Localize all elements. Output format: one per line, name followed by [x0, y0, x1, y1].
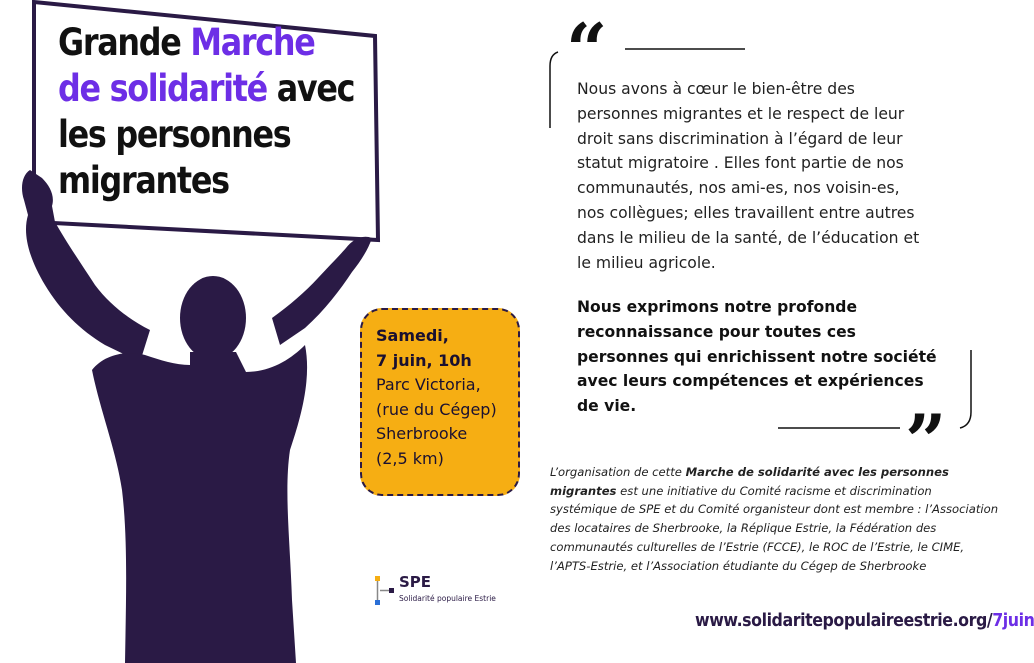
quote-line: droit sans discrimination à l’égard de leur: [577, 129, 903, 148]
quote-bold-line: de vie.: [577, 397, 637, 416]
event-info-box: [360, 308, 520, 496]
close-quote-icon: ”: [905, 398, 947, 483]
logo-subtitle: Solidarité populaire Estrie: [399, 594, 496, 603]
torso: [92, 345, 307, 663]
org-text-bold: Marche de solidarité avec les personnes migrantes: [550, 465, 949, 498]
quote-bold-line: Nous exprimons notre profonde: [577, 298, 858, 316]
title-line1-a: Grande: [58, 21, 191, 64]
event-day: Samedi,: [376, 326, 449, 345]
event-place: Parc Victoria,: [376, 375, 481, 394]
quote-body: [577, 77, 957, 275]
open-quote-icon: “: [566, 7, 608, 92]
title-line1-highlight: Marche: [190, 21, 315, 64]
quote-line: Nous avons à cœur le bien-être des: [577, 80, 855, 98]
quote-line: dans le milieu de la santé, de l’éducation et: [577, 228, 920, 247]
quote-bold-statement: [577, 295, 962, 419]
spe-logo-icon: [372, 574, 398, 608]
url-highlight: 7juin: [992, 610, 1034, 631]
quote-line: communautés, nos ami-es, nos voisin-es,: [577, 179, 900, 198]
quote-line: statut migratoire . Elles font partie de nos: [577, 154, 904, 173]
event-distance: (2,5 km): [376, 448, 444, 468]
quote-bold-line: reconnaissance pour toutes ces: [577, 322, 856, 341]
event-street: (rue du Cégep): [376, 399, 497, 419]
logo-name: SPE: [399, 573, 432, 591]
quote-line: le milieu agricole.: [577, 253, 716, 272]
event-date: 7 juin, 10h: [376, 350, 472, 370]
title-line4: migrantes: [58, 159, 229, 202]
head: [180, 276, 246, 360]
title-line2-highlight: de solidarité: [58, 67, 267, 110]
title-line2-b: avec: [266, 67, 355, 110]
org-text-post: est une initiative du Comité racisme et discrimination systémique de SPE et du Comité organisteur dont est membre : l’Association des locataires de Sherbrooke, la Réplique Estrie, la Fédération des communautés culturelles de l’Estrie (FCCE), le ROC de l’Estrie, le CIME, l’APTS-Estrie, et l’Association étudiante du Cégep de Sherbrooke: [550, 483, 999, 573]
quote-bold-line: avec leurs compétences et expériences: [577, 372, 924, 391]
org-text-pre: L’organisation de cette: [550, 465, 686, 479]
event-city: Sherbrooke: [376, 424, 468, 443]
url-main: www.solidaritepopulaireestrie.org/: [695, 610, 993, 631]
website-link[interactable]: [695, 610, 1034, 631]
quote-line: personnes migrantes et le respect de leur: [577, 104, 905, 123]
quote-line: nos collègues; elles travaillent entre autres: [577, 203, 915, 222]
title-line3: les personnes: [58, 113, 291, 156]
quote-bold-line: personnes qui enrichissent notre société: [577, 347, 937, 366]
right-arm: [272, 237, 372, 345]
organisation-paragraph: [550, 463, 1000, 575]
page-title: [58, 20, 355, 204]
quote-left-bracket: [550, 52, 558, 128]
